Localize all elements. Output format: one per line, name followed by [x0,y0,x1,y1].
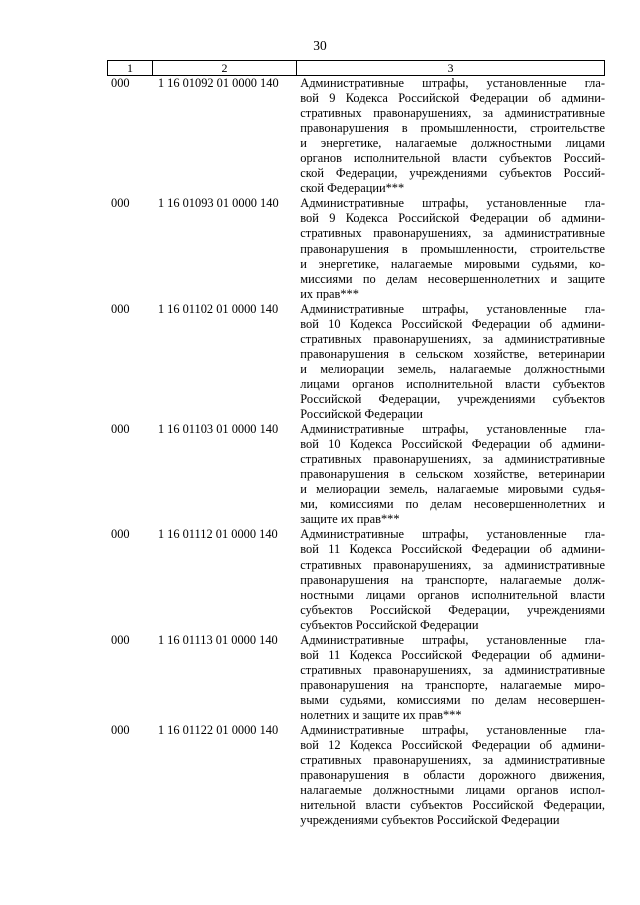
table-row [107,633,605,723]
table-row [107,422,605,527]
description-line: Административные штрафы, установленные гла- [300,76,605,90]
description-line: и мелиорации земель, налагаемые должностными [300,361,605,376]
admin-code-cell: 000 [111,723,130,738]
description-line: Административные штрафы, установленные гла- [300,527,605,542]
description-line: вой 11 Кодекса Российской Федерации об админи- [300,542,605,557]
table-row [107,527,605,632]
description-line: правонарушения в промышленности, строительстве [300,241,605,256]
description-line: субъектов Российской Федерации, учреждениями [300,602,605,617]
description-line: Российской Федерации [300,407,423,422]
description-line: нолетних и защите их прав*** [300,707,462,722]
budget-codes-table [107,60,605,828]
column-header-3: 3 [447,61,454,75]
budget-classification-code-cell: 1 16 01092 01 0000 140 [157,76,279,90]
description-line: правонарушения в области дорожного движения, [300,768,605,783]
description-line: лицами органов исполнительной власти субъектов [300,376,605,391]
description-line: Российской Федерации, учреждениями субъектов [300,391,605,406]
column-header-1: 1 [108,61,153,75]
description-line: ской Федерации, учреждениями субъектов Россий- [300,166,605,181]
budget-classification-code-cell: 1 16 01093 01 0000 140 [157,196,279,211]
revenue-description-cell [293,527,605,632]
description-line: вой 9 Кодекса Российской Федерации об админи- [300,91,605,106]
description-line: ми, комиссиями по делам несовершеннолетних и [300,497,605,512]
table-body [107,76,605,828]
description-line: учреждениями субъектов Российской Федерации [300,813,560,828]
description-line: нительной власти субъектов Российской Федерации, [300,798,605,813]
description-line: Административные штрафы, установленные гла- [300,723,605,738]
description-line: их прав*** [300,286,359,301]
budget-classification-code-cell: 1 16 01122 01 0000 140 [157,723,279,738]
admin-code-cell: 000 [111,196,130,211]
description-line: стративных правонарушениях, за административные [300,106,605,121]
description-line: защите их прав*** [300,512,400,527]
description-line: миссиями по делам несовершеннолетних и защите [300,271,605,286]
description-line: органов исполнительной власти субъектов Россий- [300,151,605,166]
description-line: правонарушения в сельском хозяйстве, ветеринарии [300,346,605,361]
description-line: Административные штрафы, установленные гла- [300,422,605,437]
revenue-description-cell [293,422,605,527]
table-row [107,302,605,422]
revenue-description-cell [293,196,605,301]
budget-classification-code-cell: 1 16 01102 01 0000 140 [157,301,279,316]
description-line: стративных правонарушениях, за административные [300,753,605,768]
description-line: налагаемые должностными лицами органов испол- [300,783,605,798]
description-line: стративных правонарушениях, за административные [300,331,605,346]
description-line: стративных правонарушениях, за административные [300,226,605,241]
revenue-description-cell [293,723,605,828]
description-line: правонарушения в сельском хозяйстве, ветеринарии [300,467,605,482]
revenue-description-cell [293,302,605,422]
budget-classification-code-cell: 1 16 01103 01 0000 140 [157,422,279,437]
admin-code-cell: 000 [111,527,130,542]
description-line: стративных правонарушениях, за административные [300,662,605,677]
description-line: правонарушения на транспорте, налагаемые долж- [300,572,605,587]
revenue-description-cell [293,76,605,196]
description-line: Административные штрафы, установленные гла- [300,301,605,316]
description-line: вой 9 Кодекса Российской Федерации об админи- [300,211,605,226]
description-line: субъектов Российской Федерации [300,617,479,632]
table-row [107,196,605,301]
revenue-description-cell [293,633,605,723]
description-line: стративных правонарушениях, за административные [300,557,605,572]
description-line: вой 10 Кодекса Российской Федерации об админи- [300,316,605,331]
description-line: Административные штрафы, установленные гла- [300,632,605,647]
table-header-row [107,60,605,76]
budget-classification-code-cell: 1 16 01112 01 0000 140 [157,527,278,542]
description-line: стративных правонарушениях, за административные [300,452,605,467]
page-number: 30 [313,38,327,53]
description-line: правонарушения в промышленности, строительстве [300,121,605,136]
admin-code-cell: 000 [111,76,130,90]
description-line: и мелиорации земель, налагаемые мировыми судья- [300,482,605,497]
description-line: вой 12 Кодекса Российской Федерации об админи- [300,738,605,753]
admin-code-cell: 000 [111,422,130,437]
description-line: и энергетике, налагаемые мировыми судьями, ко- [300,256,605,271]
budget-classification-code-cell: 1 16 01113 01 0000 140 [157,632,278,647]
description-line: вой 10 Кодекса Российской Федерации об админи- [300,437,605,452]
admin-code-cell: 000 [111,301,130,316]
column-header-2: 2 [153,61,297,75]
table-row [107,76,605,196]
description-line: ностными лицами органов исполнительной власти [300,587,605,602]
table-row [107,723,605,828]
description-line: и энергетике, налагаемые должностными лицами [300,136,605,151]
description-line: ской Федерации*** [300,181,405,196]
admin-code-cell: 000 [111,632,130,647]
description-line: правонарушения на транспорте, налагаемые миро- [300,677,605,692]
description-line: выми судьями, комиссиями по делам несовершен- [300,692,605,707]
description-line: Административные штрафы, установленные гла- [300,196,605,211]
description-line: вой 11 Кодекса Российской Федерации об админи- [300,647,605,662]
